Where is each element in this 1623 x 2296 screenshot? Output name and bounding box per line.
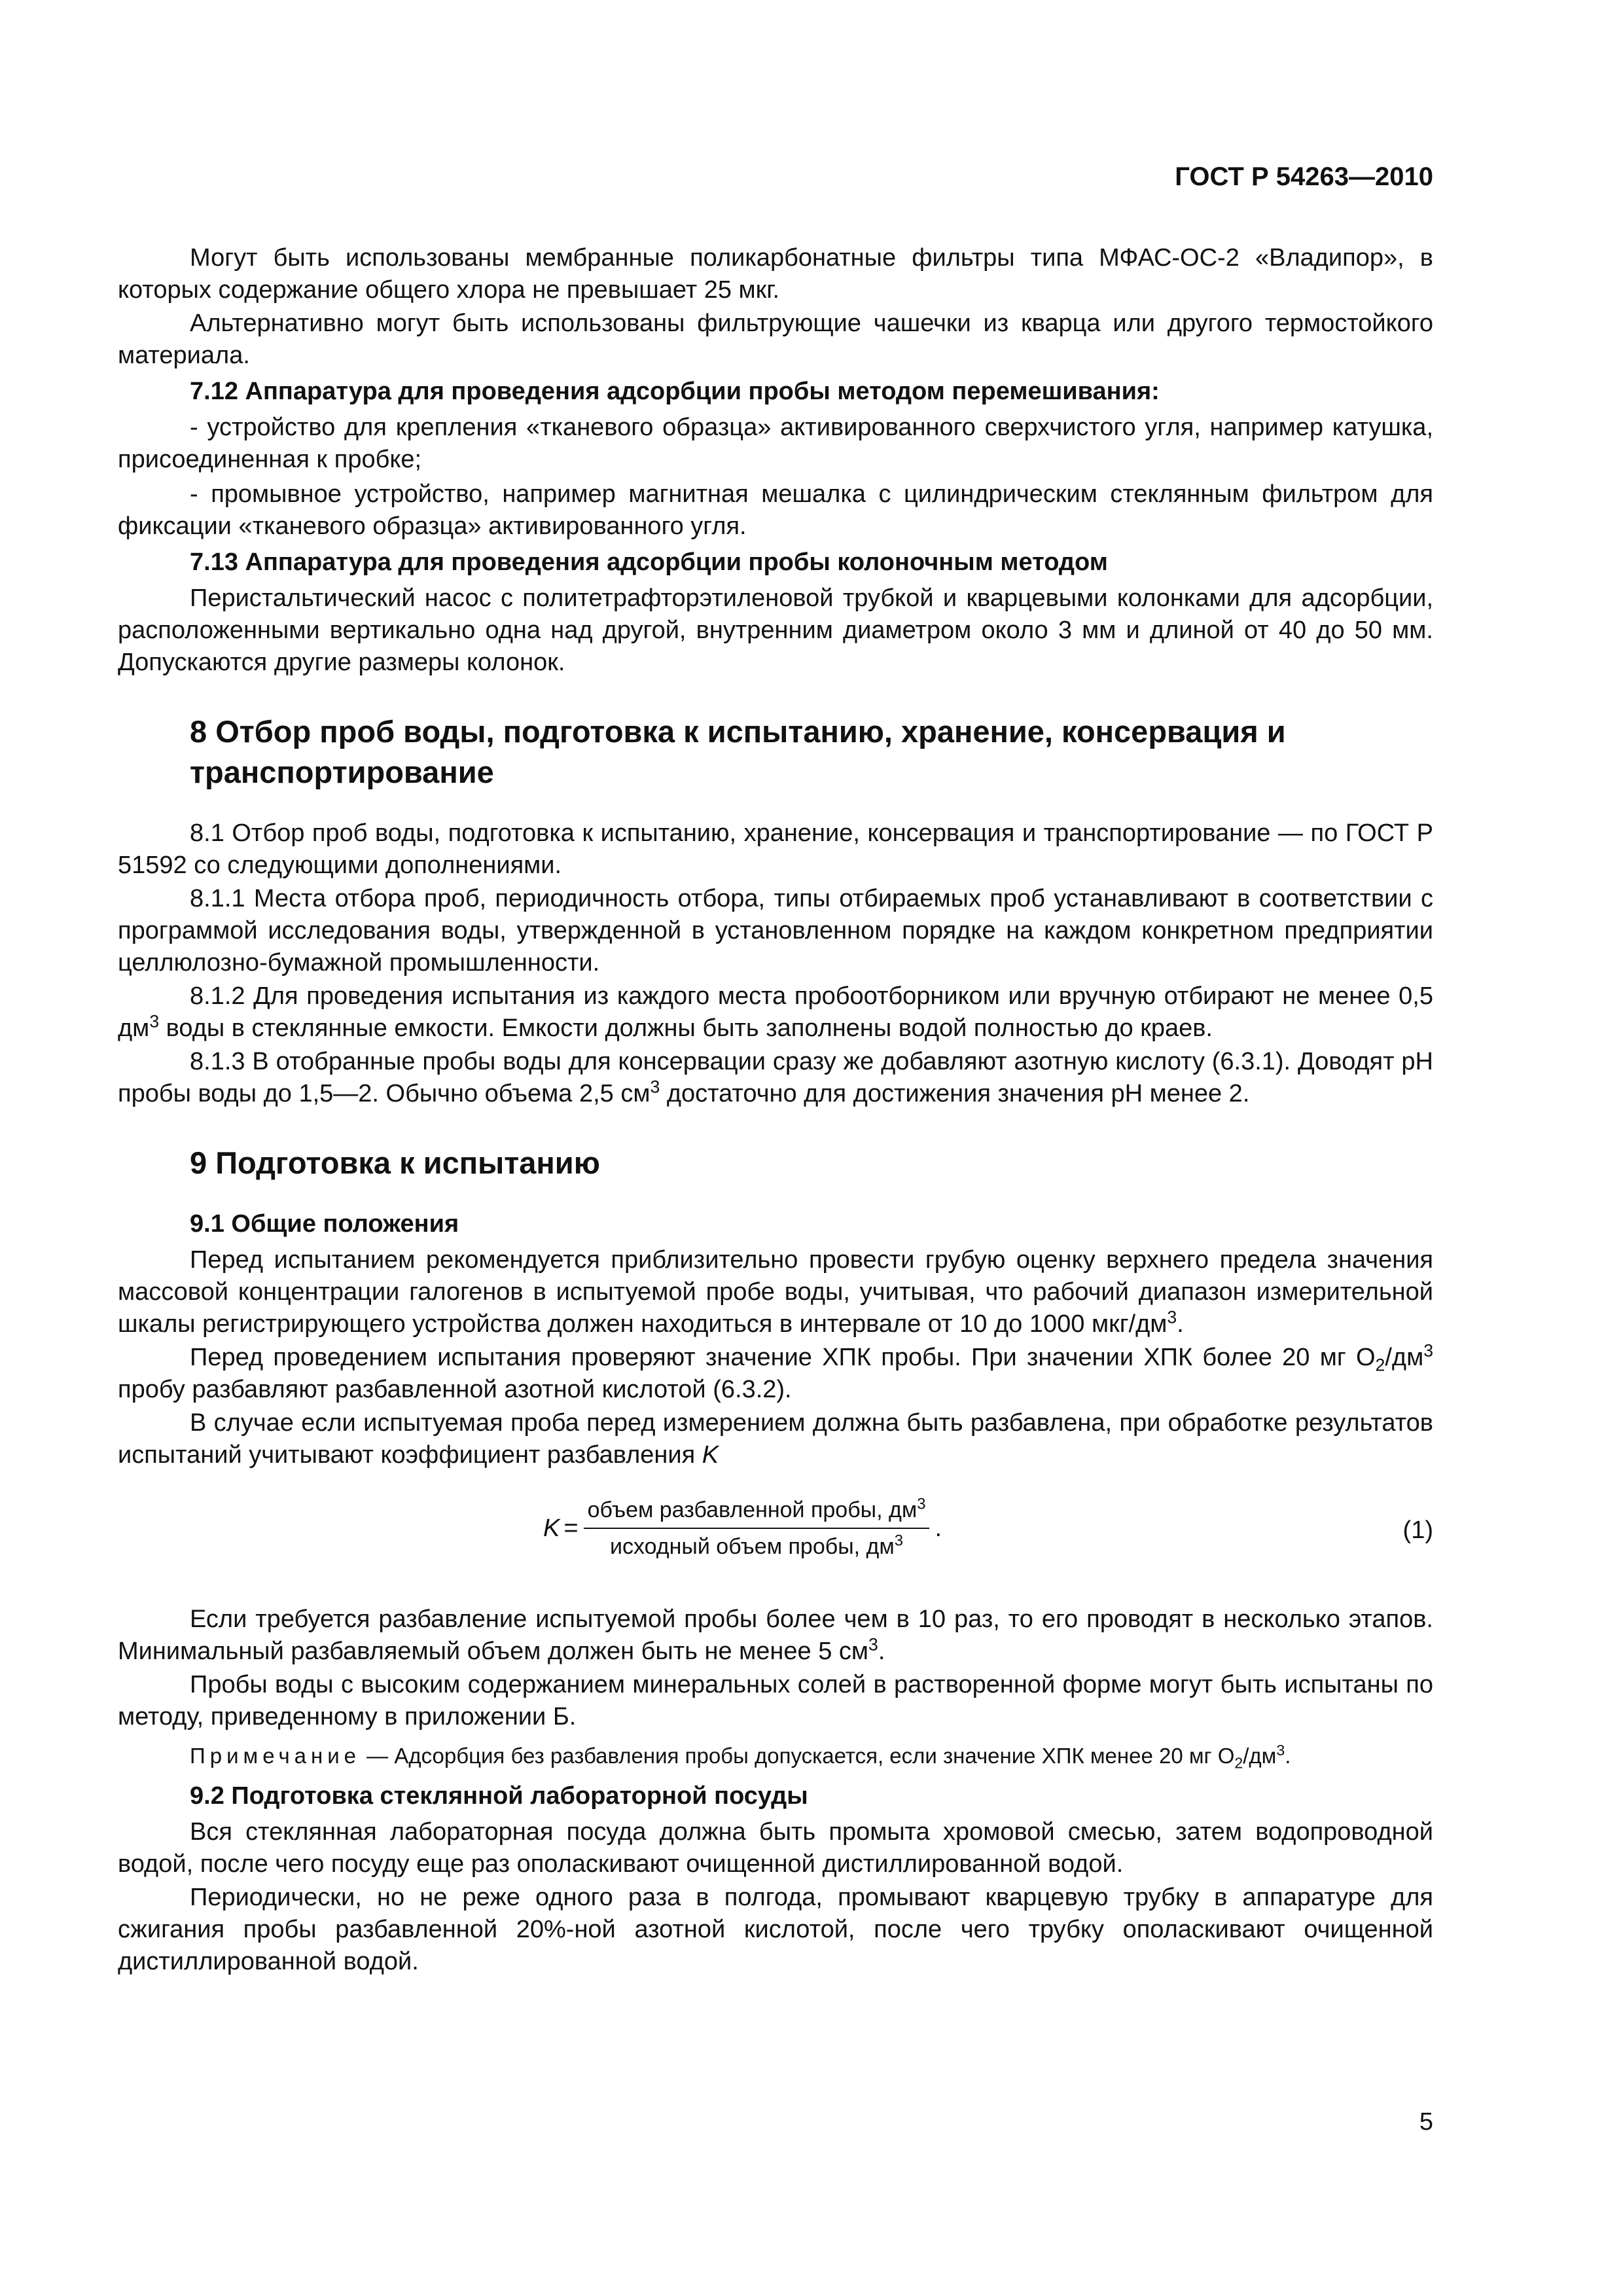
formula-equals: =	[563, 1514, 579, 1542]
formula-lhs: K	[543, 1514, 560, 1542]
paragraph-9-2-quartz-tube: Периодически, но не реже одного раза в полгода, промывают кварцевую трубку в аппаратуре для сжигания пробы разбавленной 20%-ной азотной кислотой, после чего трубку ополаскивают очищенной дистиллированной водой.	[118, 1884, 1433, 1975]
dilution-formula	[543, 1495, 942, 1562]
subheading-7-13: 7.13 Аппаратура для проведения адсорбции пробы колоночным методом	[190, 548, 1108, 576]
section-heading-9: 9 Подготовка к испытанию	[190, 1145, 600, 1180]
note-label: Примечание	[190, 1744, 361, 1768]
paragraph-8-1: 8.1 Отбор проб воды, подготовка к испытанию, хранение, консервация и транспортирование — по ГОСТ Р 51592 со следующими дополнениями.	[118, 819, 1433, 879]
list-item-holder: - устройство для крепления «тканевого образца» активированного сверхчистого угля, например катушка, присоединенная к пробке;	[118, 414, 1433, 473]
formula-tail: .	[935, 1514, 942, 1542]
paragraph-membrane-filters: Могут быть использованы мембранные поликарбонатные фильтры типа МФАС-ОС-2 «Владипор», в которых содержание общего хлора не превышает 25 мкг.	[118, 244, 1433, 304]
paragraph-9-2-glassware: Вся стеклянная лабораторная посуда должна быть промыта хромовой смесью, затем водопроводной водой, после чего посуду еще раз ополаскивают очищенной дистиллированной водой.	[118, 1818, 1433, 1878]
formula-denominator: исходный объем пробы, $дм^3$	[610, 1532, 904, 1559]
formula-number: (1)	[1402, 1516, 1433, 1544]
subheading-9-1: 9.1 Общие положения	[190, 1210, 459, 1238]
document-id: ГОСТ Р 54263—2010	[1175, 162, 1433, 191]
paragraph-quartz-cups: Альтернативно могут быть использованы фильтрующие чашечки из кварца или другого термостойкого материала.	[118, 310, 1433, 369]
paragraph-8-1-3: 8.1.3 В отобранные пробы воды для консервации сразу же добавляют азотную кислоту (6.3.1). Доводят рН пробы воды до 1,5—2. Обычно объема 2,5 $см^3$ достаточно для достижения значения рН менее 2.	[118, 1048, 1433, 1107]
formula-row	[118, 1488, 1433, 1587]
section-heading-8: 8 Отбор проб воды, подготовка к испытанию, хранение, консервация и транспортирование	[190, 714, 1286, 789]
formula-fraction	[584, 1495, 930, 1562]
page-number: 5	[1419, 2108, 1433, 2136]
paragraph-8-1-1: 8.1.1 Места отбора проб, периодичность отбора, типы отбираемых проб устанавливают в соответствии с программой исследования воды, утвержденной в установленном порядке на каждом конкретном предприятии целлюлозно-бумажной промышленности.	[118, 885, 1433, 977]
subheading-7-12: 7.12 Аппаратура для проведения адсорбции пробы методом перемешивания:	[190, 378, 1160, 405]
paragraph-9-1-multistage: Если требуется разбавление испытуемой пробы более чем в 10 раз, то его проводят в несколько этапов. Минимальный разбавляемый объем должен быть не менее 5 $см^3$.	[118, 1605, 1433, 1665]
paragraph-9-1-estimate: Перед испытанием рекомендуется приблизительно провести грубую оценку верхнего предела значения массовой концентрации галогенов в испытуемой пробе воды, учитывая, что рабочий диапазон измерительной шкалы регистрирующего устройства должен находиться в интервале от 10 до 1000 мкг/$дм^3$.	[118, 1246, 1433, 1338]
subheading-9-2: 9.2 Подготовка стеклянной лабораторной посуды	[190, 1782, 808, 1810]
paragraph-9-1-dilution: В случае если испытуемая проба перед измерением должна быть разбавлена, при обработке результатов испытаний учитывают коэффициент разбавления K	[118, 1409, 1433, 1469]
paragraph-peristaltic-pump: Перистальтический насос с политетрафторэтиленовой трубкой и кварцевыми колонками для адсорбции, расположенными вертикально одна над другой, внутренним диаметром около 3 мм и длиной от 40 до 50 мм. Допускаются другие размеры колонок.	[118, 584, 1433, 676]
paragraph-9-1-mineral: Пробы воды с высоким содержанием минеральных солей в растворенной форме могут быть испытаны по методу, приведенному в приложении Б.	[118, 1671, 1433, 1731]
paragraph-8-1-2: 8.1.2 Для проведения испытания из каждого места пробоотборником или вручную отбирают не менее 0,5 $дм^3$ воды в стеклянные емкости. Емкости должны быть заполнены водой полностью до краев.	[118, 982, 1433, 1042]
paragraph-9-1-cod: Перед проведением испытания проверяют значение ХПК пробы. При значении ХПК более 20 мг $О_2/дм^3$ пробу разбавляют разбавленной азотной кислотой (6.3.2).	[118, 1340, 1433, 1403]
list-item-washer: - промывное устройство, например магнитная мешалка с цилиндрическим стеклянным фильтром для фиксации «тканевого образца» активированного угля.	[118, 480, 1433, 540]
note: Примечание — Адсорбция без разбавления пробы допускается, если значение ХПК менее 20 мг $О_2/дм^3$.	[190, 1742, 1291, 1772]
formula-numerator: объем разбавленной пробы, $дм^3$	[584, 1495, 930, 1529]
